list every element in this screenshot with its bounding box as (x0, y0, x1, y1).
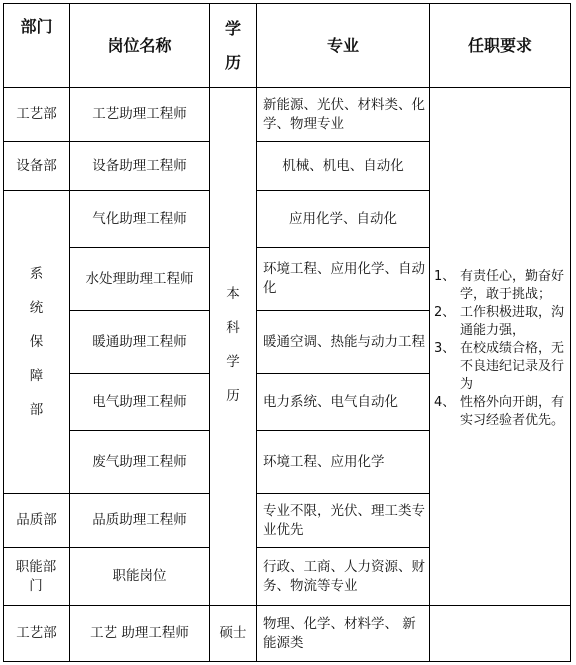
requirement-number: 1、 (434, 269, 456, 284)
requirement-item (434, 304, 566, 340)
position-cell: 工艺 助理工程师 (90, 625, 189, 641)
dept-cell-system (4, 191, 69, 493)
dept-char: 部 (29, 402, 44, 418)
major-cell: 新能源、光伏、材料类、化学、物理专业 (263, 96, 425, 132)
major-cell: 应用化学、自动化 (289, 210, 397, 227)
requirement-text: 在校成绩合格，无不良违纪记录及行为 (460, 341, 565, 392)
education-char: 本 (226, 286, 240, 302)
requirement-item (434, 268, 566, 304)
dept-char: 保 (29, 334, 44, 350)
requirement-text: 有责任心，勤奋好学，敢于挑战； (460, 269, 565, 302)
position-cell: 设备助理工程师 (92, 157, 187, 174)
education-bachelor (210, 260, 256, 430)
grid-line (570, 3, 571, 662)
major-cell: 机械、机电、自动化 (282, 157, 404, 174)
header-major: 专业 (326, 36, 359, 55)
requirement-item (434, 340, 566, 394)
education-master: 硕士 (219, 625, 247, 641)
header-requirements: 任职要求 (467, 36, 532, 55)
requirement-number: 4、 (434, 395, 456, 410)
dept-char: 统 (29, 300, 44, 316)
dept-char: 系 (29, 266, 44, 282)
major-cell: 电力系统、电气自动化 (263, 393, 398, 410)
header-education (210, 4, 256, 87)
grid-line (3, 661, 571, 662)
requirement-item (434, 394, 566, 430)
education-char: 科 (226, 320, 240, 336)
major-cell: 行政、工商、人力资源、财务、物流等专业 (263, 558, 425, 594)
position-cell: 水处理助理工程师 (85, 270, 194, 287)
header-education-char: 历 (224, 52, 241, 72)
requirement-text: 工作积极进取，沟通能力强， (460, 305, 565, 338)
position-cell: 气化助理工程师 (92, 210, 187, 227)
header-education-char: 学 (224, 18, 241, 38)
position-cell: 工艺助理工程师 (92, 106, 187, 122)
dept-cell: 职能部门 (15, 558, 57, 594)
education-char: 历 (226, 388, 240, 404)
header-position: 岗位名称 (107, 36, 172, 55)
major-cell: 环境工程、应用化学、自动化 (263, 261, 425, 296)
position-cell: 品质助理工程师 (92, 512, 187, 528)
major-cell: 暖通空调、热能与动力工程 (263, 333, 425, 350)
major-cell: 专业不限，光伏、理工类专业优先 (263, 502, 425, 538)
major-cell: 环境工程、应用化学 (263, 453, 385, 470)
requirement-number: 2、 (434, 305, 456, 320)
position-cell: 职能岗位 (112, 568, 167, 584)
grid-line (429, 3, 430, 662)
dept-cell: 品质部 (16, 512, 57, 528)
requirement-text: 性格外向开朗，有实习经验者优先。 (460, 395, 565, 428)
dept-cell: 设备部 (16, 157, 57, 174)
requirement-number: 3、 (434, 341, 456, 356)
header-dept: 部门 (20, 17, 53, 36)
position-cell: 暖通助理工程师 (92, 333, 187, 350)
dept-cell: 工艺部 (16, 625, 57, 641)
requirements-list (434, 268, 566, 430)
position-cell: 电气助理工程师 (92, 393, 187, 410)
position-cell: 废气助理工程师 (92, 453, 187, 470)
major-cell: 物理、化学、材料学、 新能源类 (263, 615, 416, 651)
dept-char: 障 (29, 368, 44, 384)
dept-cell: 工艺部 (16, 106, 57, 122)
education-char: 学 (226, 354, 240, 370)
